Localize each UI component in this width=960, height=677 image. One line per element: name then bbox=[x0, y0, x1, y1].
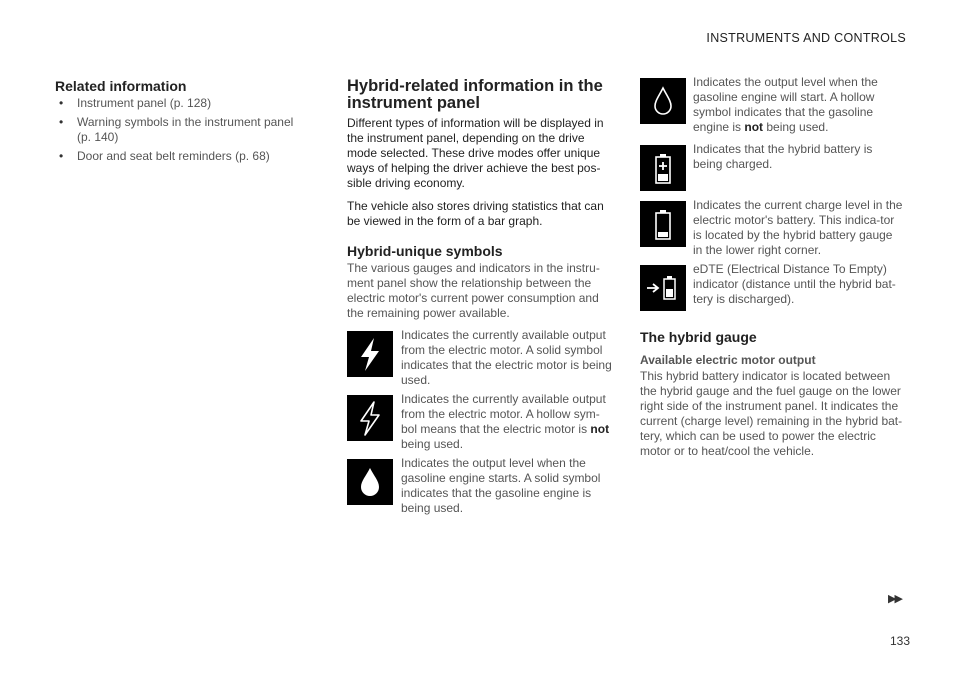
related-link-text[interactable]: Instrument panel (p. 128) bbox=[77, 96, 212, 110]
hybrid-info-paragraph-2: The vehicle also stores driving statistics that can be viewed in the form of a bar graph. bbox=[347, 199, 604, 228]
hybrid-unique-intro: The various gauges and indicators in the instru-ment panel show the relationship between the electric motor's current power consumption and the remaining power available. bbox=[347, 261, 600, 320]
solid-lightning-icon bbox=[347, 331, 393, 377]
symbol-description-text: Indicates the output level when the gasoline engine will start. A hollow symbol indicates that the gasoline engine is bbox=[693, 75, 878, 134]
bullet-icon: • bbox=[59, 115, 64, 129]
related-information-section bbox=[55, 78, 300, 168]
symbol-description: Indicates the currently available output from the electric motor. A solid symbol indicates that the electric motor is being used. bbox=[401, 328, 612, 387]
symbol-description bbox=[693, 75, 905, 135]
symbol-description-emphasis: not bbox=[590, 422, 610, 436]
hybrid-info-heading: Hybrid-related information in the instrument panel bbox=[347, 77, 603, 112]
hybrid-info-section bbox=[347, 78, 612, 523]
edte-icon bbox=[640, 265, 686, 311]
hybrid-gauge-subheading: Available electric motor output bbox=[640, 353, 816, 367]
battery-charging-icon bbox=[640, 145, 686, 191]
hybrid-unique-heading: Hybrid-unique symbols bbox=[347, 243, 503, 259]
related-link-item[interactable] bbox=[55, 115, 300, 145]
related-link-text[interactable]: Warning symbols in the instrument panel (p. 140) bbox=[77, 115, 294, 144]
symbol-row-solid-drop bbox=[347, 456, 612, 516]
symbol-row-hollow-lightning bbox=[347, 392, 612, 452]
symbol-description: Indicates the current charge level in the electric motor's battery. This indica-tor is located by the hybrid battery gauge in the lower right corner. bbox=[693, 198, 903, 257]
solid-drop-icon bbox=[347, 459, 393, 505]
page-number: 133 bbox=[890, 634, 911, 648]
symbol-row-edte bbox=[640, 262, 905, 311]
hybrid-gauge-heading: The hybrid gauge bbox=[640, 329, 757, 345]
bullet-icon: • bbox=[59, 149, 64, 163]
symbols-continued-section bbox=[640, 75, 905, 467]
continue-arrows-icon: ▶▶ bbox=[888, 593, 901, 605]
bullet-icon: • bbox=[59, 96, 64, 110]
symbol-row-hollow-drop bbox=[640, 75, 905, 135]
symbol-description: Indicates the output level when the gasoline engine starts. A solid symbol indicates that the gasoline engine is being used. bbox=[401, 456, 601, 515]
symbol-description bbox=[401, 392, 612, 452]
symbol-row-battery-level bbox=[640, 198, 905, 258]
hollow-drop-icon bbox=[640, 78, 686, 124]
symbol-description-text: Indicates the currently available output from the electric motor. A hollow sym-bol means that the electric motor is bbox=[401, 392, 606, 436]
symbol-description-emphasis: not bbox=[744, 120, 764, 134]
battery-level-icon bbox=[640, 201, 686, 247]
symbol-description-text-end: being used. bbox=[401, 437, 464, 451]
hybrid-info-paragraph: Different types of information will be displayed in the instrument panel, depending on the drive mode selected. These drive modes offer unique ways of helping the driver achieve the best pos-sible driving economy. bbox=[347, 116, 604, 190]
symbol-row-battery-charging bbox=[640, 142, 905, 191]
symbol-description: eDTE (Electrical Distance To Empty) indicator (distance until the hybrid bat-tery is discharged). bbox=[693, 262, 896, 306]
related-list bbox=[55, 96, 300, 164]
hollow-lightning-icon bbox=[347, 395, 393, 441]
related-link-item[interactable] bbox=[55, 96, 300, 111]
symbol-row-solid-lightning bbox=[347, 328, 612, 388]
related-information-heading: Related information bbox=[55, 78, 187, 94]
page-header: INSTRUMENTS AND CONTROLS bbox=[706, 31, 906, 45]
symbol-description: Indicates that the hybrid battery is being charged. bbox=[693, 142, 873, 171]
related-link-item[interactable] bbox=[55, 149, 300, 164]
hybrid-gauge-text: This hybrid battery indicator is located between the hybrid gauge and the fuel gauge on the lower right side of the instrument panel. It indicates the current (charge level) remaining in the hybrid bat-tery, which can be used to power the electric motor or to heat/cool the vehicle. bbox=[640, 369, 903, 458]
symbol-description-text-end: being used. bbox=[763, 120, 829, 134]
related-link-text[interactable]: Door and seat belt reminders (p. 68) bbox=[77, 149, 270, 163]
